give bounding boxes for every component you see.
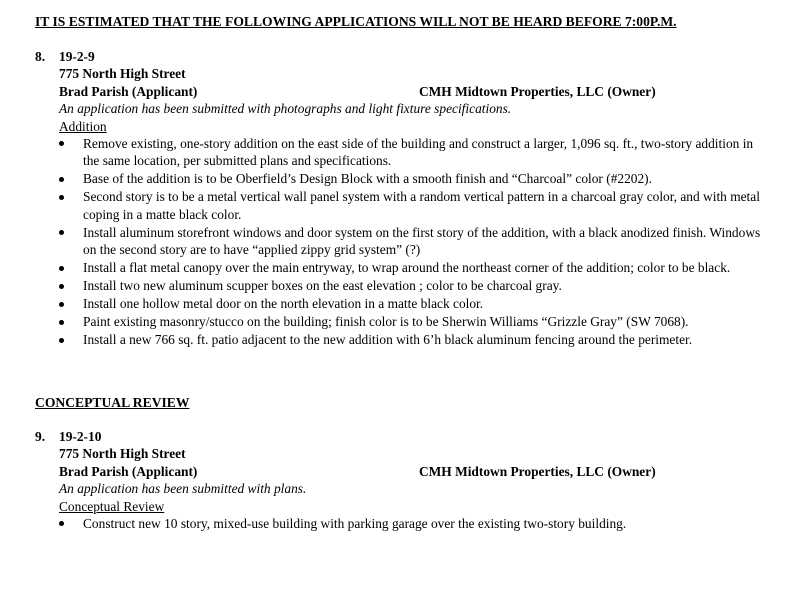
case-line xyxy=(35,48,775,65)
list-item xyxy=(83,277,763,294)
review-type: Addition xyxy=(59,118,107,134)
conceptual-review-heading: CONCEPTUAL REVIEW xyxy=(35,395,190,410)
schedule-notice-heading: IT IS ESTIMATED THAT THE FOLLOWING APPLICATIONS WILL NOT BE HEARD BEFORE 7:00P.M. xyxy=(35,14,677,29)
list-item xyxy=(83,188,763,223)
list-item-text: Remove existing, one-story addition on the east side of the building and construct a larger, 1,096 sq. ft., two-story addition in the same location, per submitted plans and specifications. xyxy=(83,135,754,169)
bullet-icon xyxy=(59,521,64,526)
list-item xyxy=(83,295,763,312)
list-item xyxy=(83,515,763,532)
bullet-icon xyxy=(59,284,64,289)
submission-note: An application has been submitted with plans. xyxy=(59,481,307,497)
applicant-owner-line xyxy=(35,463,775,480)
item-number: 8. xyxy=(35,49,46,64)
list-item-text: Construct new 10 story, mixed-use building with parking garage over the existing two-story building. xyxy=(83,515,627,531)
applicant: Brad Parish (Applicant) xyxy=(59,463,198,479)
list-item-text: Install a new 766 sq. ft. patio adjacent to the new addition with 6’h black aluminum fencing around the perimeter. xyxy=(83,332,693,348)
bullet-icon xyxy=(59,338,64,343)
bullet-icon xyxy=(59,302,64,307)
list-item-text: Base of the addition is to be Oberfield’s Design Block with a smooth finish and “Charcoal” color (#2202). xyxy=(83,171,652,187)
review-type: Conceptual Review xyxy=(59,498,165,514)
applicant-owner-line xyxy=(35,83,775,100)
application-item-9 xyxy=(35,428,775,533)
list-item-text: Install aluminum storefront windows and door system on the first story of the addition, with a black anodized finish. Windows on the second story are to have “applied zippy grid system” (?) xyxy=(83,224,761,258)
list-item-text: Install a flat metal canopy over the main entryway, to wrap around the northeast corner of the addition; color to be black. xyxy=(83,260,731,276)
applicant: Brad Parish (Applicant) xyxy=(59,83,198,99)
review-type-line xyxy=(35,118,775,135)
case-number: 19-2-10 xyxy=(59,429,102,444)
list-item-text: Second story is to be a metal vertical wall panel system with a random vertical pattern in a charcoal gray color, and with metal coping in a matte black color. xyxy=(83,189,760,222)
review-type-line xyxy=(35,498,775,515)
case-line xyxy=(35,428,775,445)
owner: CMH Midtown Properties, LLC (Owner) xyxy=(419,463,656,479)
list-item xyxy=(83,259,763,276)
bullet-icon xyxy=(59,230,64,235)
list-item xyxy=(83,331,763,348)
address: 775 North High Street xyxy=(59,446,186,462)
bullet-icon xyxy=(59,177,64,182)
bullet-icon xyxy=(59,195,64,200)
case-number: 19-2-9 xyxy=(59,49,95,64)
bullet-list xyxy=(35,135,763,349)
address: 775 North High Street xyxy=(59,66,186,82)
owner: CMH Midtown Properties, LLC (Owner) xyxy=(419,83,656,99)
list-item xyxy=(83,170,763,187)
bullet-icon xyxy=(59,320,64,325)
bullet-icon xyxy=(59,141,64,146)
list-item-text: Install one hollow metal door on the north elevation in a matte black color. xyxy=(83,296,484,312)
list-item-text: Paint existing masonry/stucco on the building; finish color is to be Sherwin Williams “Grizzle Gray” (SW 7068). xyxy=(83,314,689,330)
list-item xyxy=(83,224,763,259)
bullet-list xyxy=(35,515,763,532)
list-item-text: Install two new aluminum scupper boxes on the east elevation ; color to be charcoal gray. xyxy=(83,278,562,294)
submission-note: An application has been submitted with photographs and light fixture specifications. xyxy=(59,101,512,117)
application-item-8 xyxy=(35,48,775,349)
list-item xyxy=(83,313,763,330)
list-item xyxy=(83,135,763,170)
bullet-icon xyxy=(59,266,64,271)
item-number: 9. xyxy=(35,429,46,444)
